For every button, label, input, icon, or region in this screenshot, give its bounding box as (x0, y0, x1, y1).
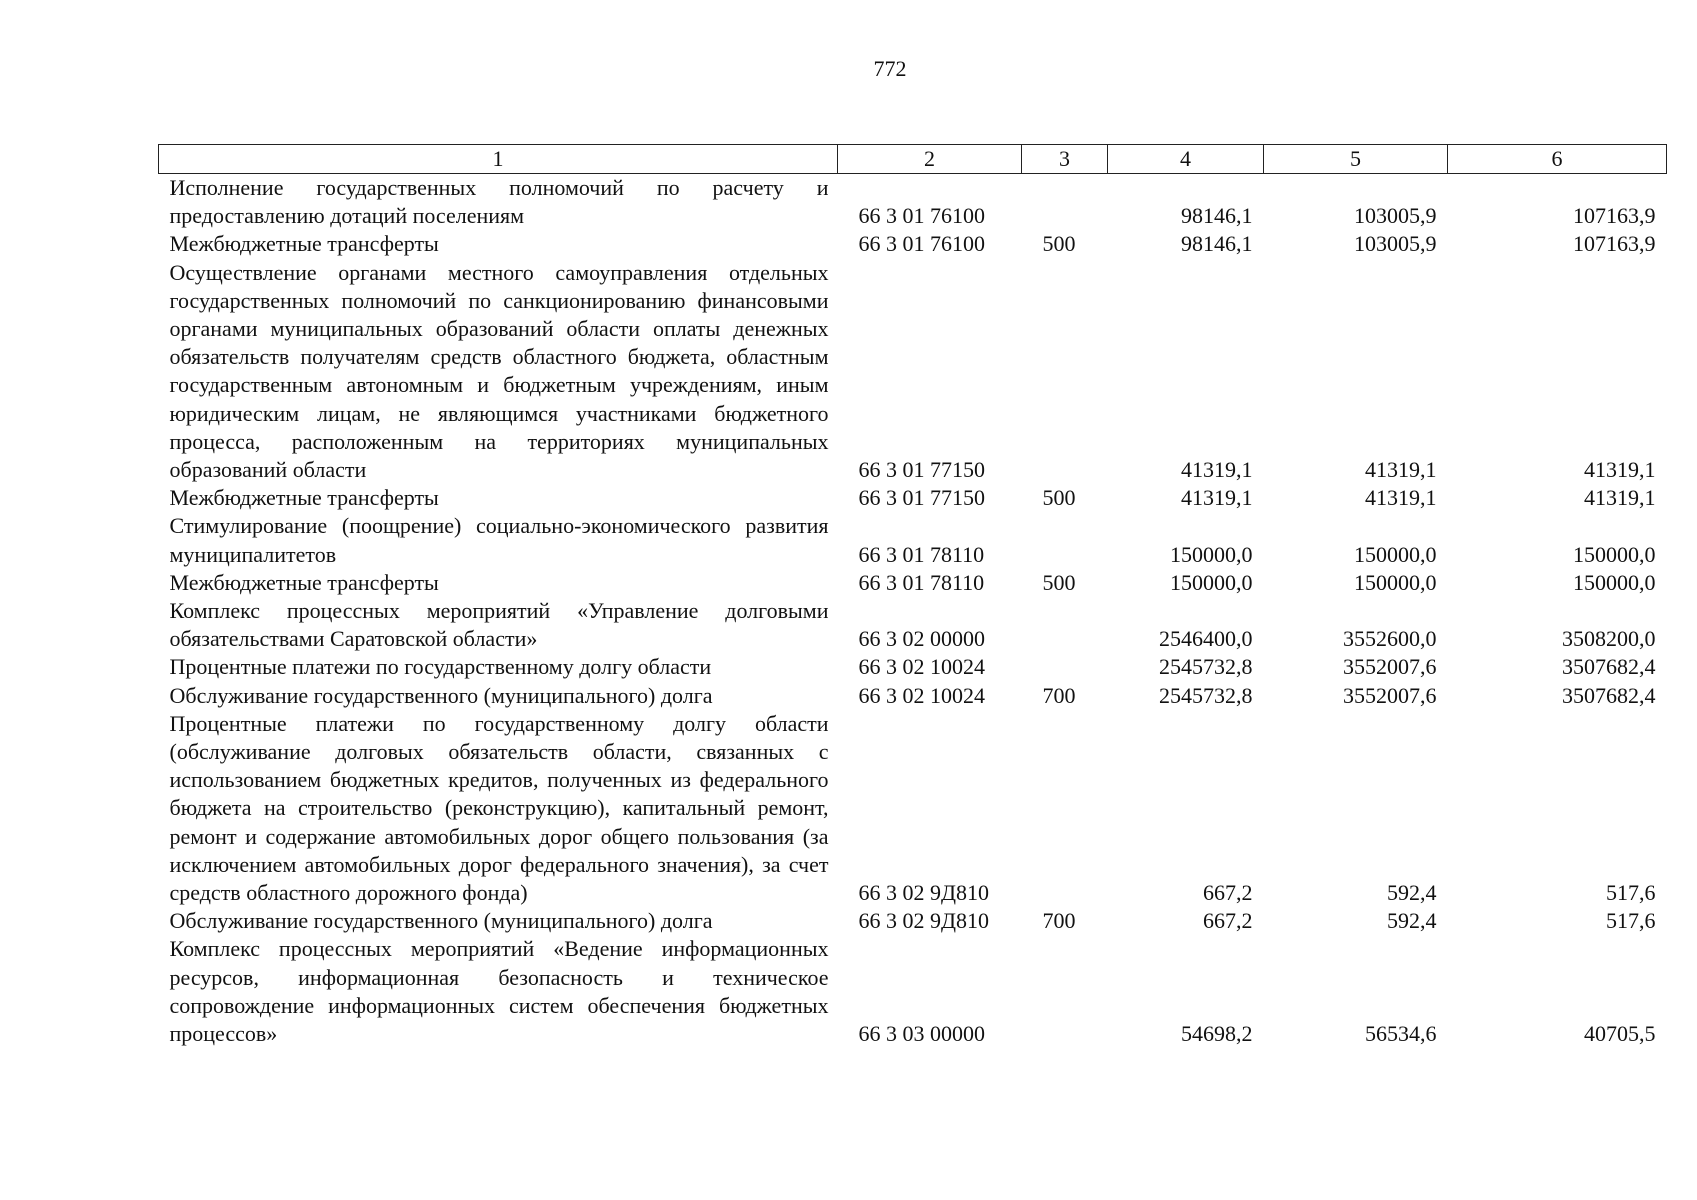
row-name: Комплекс процессных мероприятий «Управление долговыми обязательствами Саратовской области» (169, 598, 829, 652)
row-code: 66 3 01 76100 (858, 203, 985, 229)
row-value-2: 103005,9 (1354, 231, 1437, 257)
row-value-1: 2546400,0 (1159, 626, 1253, 652)
row-name: Межбюджетные трансферты (169, 569, 439, 595)
row-code: 66 3 01 77150 (858, 485, 985, 511)
row-value-1: 98146,1 (1181, 203, 1253, 229)
row-value-1: 54698,2 (1181, 1021, 1253, 1047)
table-row (159, 907, 1667, 935)
row-value-3: 3507682,4 (1562, 654, 1656, 680)
row-expense-type (1022, 259, 1108, 485)
row-value-3: 517,6 (1606, 908, 1656, 934)
row-expense-type (1022, 597, 1108, 653)
row-expense-type: 700 (1042, 682, 1076, 708)
row-name: Осуществление органами местного самоуправления отдельных государственных полномочий по санкционированию финансовыми органами муниципальных образований области оплаты денежных обязательств получателям средств областного бюджета, областным государственным автономным и бюджетным учреждениям, иным юридическим лицам, не являющимся участниками бюджетного процесса, расположенным на территориях муниципальных образований области (169, 259, 829, 483)
row-expense-type (1022, 935, 1108, 1048)
table-row (159, 935, 1667, 1048)
row-value-2: 3552600,0 (1343, 626, 1437, 652)
row-expense-type: 500 (1042, 485, 1076, 511)
row-name: Обслуживание государственного (муниципального) долга (169, 682, 713, 708)
row-value-2: 41319,1 (1365, 457, 1437, 483)
row-value-3: 150000,0 (1573, 569, 1656, 595)
row-expense-type (1022, 174, 1108, 231)
row-code: 66 3 01 76100 (858, 231, 985, 257)
row-value-1: 98146,1 (1181, 231, 1253, 257)
table-row (159, 259, 1667, 485)
row-name: Стимулирование (поощрение) социально-экономического развития муниципалитетов (169, 513, 829, 567)
header-cell-2: 2 (838, 145, 1022, 174)
row-name: Процентные платежи по государственному долгу области (обслуживание долговых обязательств области, связанных с использованием бюджетных кредитов, полученных из федерального бюджета на строительство (реконструкцию), капитальный ремонт, ремонт и содержание автомобильных дорог общего пользования (за исключением автомобильных дорог федерального значения), за счет средств областного дорожного фонда) (169, 710, 829, 906)
row-name: Межбюджетные трансферты (169, 485, 439, 511)
row-code: 66 3 01 78110 (858, 541, 985, 567)
row-value-2: 592,4 (1387, 880, 1437, 906)
row-value-2: 592,4 (1387, 908, 1437, 934)
table-row (159, 569, 1667, 597)
row-value-2: 56534,6 (1365, 1021, 1437, 1047)
row-code: 66 3 02 10024 (858, 682, 985, 708)
row-value-1: 41319,1 (1181, 485, 1253, 511)
table-row (159, 230, 1667, 258)
row-name: Комплекс процессных мероприятий «Ведение информационных ресурсов, информационная безопасность и техническое сопровождение информационных систем обеспечения бюджетных процессов» (169, 936, 829, 1047)
row-expense-type (1022, 710, 1108, 907)
row-value-3: 517,6 (1606, 880, 1656, 906)
row-name: Процентные платежи по государственному долгу области (169, 654, 712, 680)
header-cell-4: 4 (1108, 145, 1264, 174)
row-name: Обслуживание государственного (муниципального) долга (169, 908, 713, 934)
table-row (159, 174, 1667, 231)
row-value-1: 150000,0 (1170, 541, 1253, 567)
table-row (159, 710, 1667, 907)
row-name: Исполнение государственных полномочий по расчету и предоставлению дотаций поселениям (169, 175, 829, 229)
row-expense-type: 700 (1042, 908, 1076, 934)
row-value-2: 150000,0 (1354, 541, 1437, 567)
table-row (159, 512, 1667, 568)
table-row (159, 653, 1667, 681)
header-cell-1: 1 (159, 145, 838, 174)
row-value-3: 3507682,4 (1562, 682, 1656, 708)
header-row (159, 145, 1667, 174)
row-code: 66 3 01 78110 (858, 569, 985, 595)
row-expense-type (1022, 653, 1108, 681)
page-number: 772 (873, 56, 907, 81)
table-row (159, 597, 1667, 653)
table-row (159, 682, 1667, 710)
row-name: Межбюджетные трансферты (169, 231, 439, 257)
row-code: 66 3 02 9Д810 (858, 880, 990, 906)
row-value-2: 3552007,6 (1343, 654, 1437, 680)
row-value-1: 667,2 (1203, 908, 1253, 934)
table-row (159, 484, 1667, 512)
row-value-1: 150000,0 (1170, 569, 1253, 595)
row-value-3: 41319,1 (1584, 485, 1656, 511)
row-expense-type: 500 (1042, 569, 1076, 595)
header-cell-3: 3 (1022, 145, 1108, 174)
header-cell-6: 6 (1448, 145, 1667, 174)
row-value-2: 3552007,6 (1343, 682, 1437, 708)
row-value-3: 150000,0 (1573, 541, 1656, 567)
row-code: 66 3 01 77150 (858, 457, 985, 483)
row-code: 66 3 02 00000 (858, 626, 985, 652)
row-code: 66 3 03 00000 (858, 1021, 985, 1047)
row-value-2: 103005,9 (1354, 203, 1437, 229)
row-value-3: 107163,9 (1573, 203, 1656, 229)
row-expense-type (1022, 512, 1108, 568)
row-value-1: 667,2 (1203, 880, 1253, 906)
budget-table (158, 144, 1667, 1048)
row-value-1: 41319,1 (1181, 457, 1253, 483)
header-cell-5: 5 (1264, 145, 1448, 174)
row-value-3: 107163,9 (1573, 231, 1656, 257)
row-value-3: 41319,1 (1584, 457, 1656, 483)
row-expense-type: 500 (1042, 231, 1076, 257)
row-value-3: 40705,5 (1584, 1021, 1656, 1047)
row-value-3: 3508200,0 (1562, 626, 1656, 652)
row-value-2: 41319,1 (1365, 485, 1437, 511)
row-value-1: 2545732,8 (1159, 654, 1253, 680)
row-code: 66 3 02 10024 (858, 654, 985, 680)
row-code: 66 3 02 9Д810 (858, 908, 990, 934)
row-value-2: 150000,0 (1354, 569, 1437, 595)
row-value-1: 2545732,8 (1159, 682, 1253, 708)
